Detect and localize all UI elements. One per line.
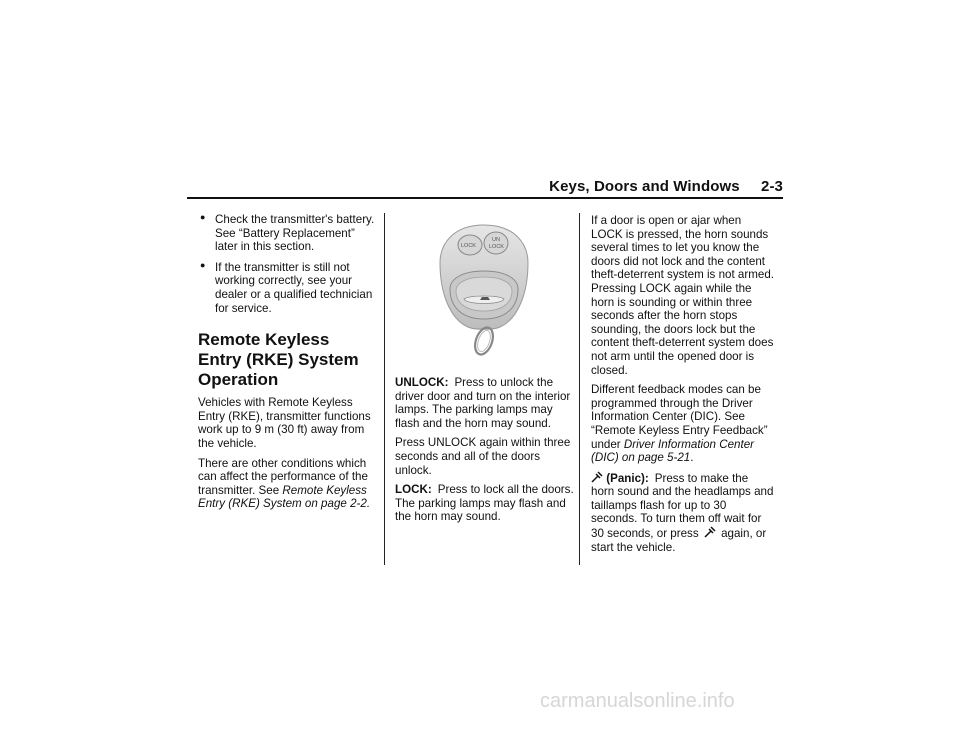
panic-horn-icon [704,526,716,538]
paragraph [591,471,774,555]
unlock-button-label-2: LOCK [489,244,504,250]
paragraph-text: Different feedback modes can be programmed through the Driver Information Center (DIC). See “Remote Keyless Entry Feedback” under [591,383,768,451]
paragraph: Press UNLOCK again within three seconds and all of the doors unlock. [395,436,571,477]
paragraph [395,376,575,430]
column-divider-1 [384,213,385,565]
cross-reference-link[interactable]: Remote Keyless Entry (RKE) System on page 2-2. [198,483,371,511]
unlock-button [484,232,508,254]
header-rule [187,197,783,199]
panic-horn-icon [591,471,603,483]
list-item [198,261,376,315]
lock-button-label: LOCK [461,243,476,249]
bullet-text: Check the transmitter's battery. See “Battery Replacement” later in this section. [215,213,375,254]
unlock-button-label: UN [492,237,500,243]
key-ring [472,325,497,357]
column-1 [198,213,376,517]
watermark: carmanualsonline.info [540,690,735,712]
page-header-title: Keys, Doors and Windows 2-3 [549,178,783,195]
key-fob-illustration [436,223,532,358]
list-item [198,213,376,254]
unlock-term: UNLOCK: [395,376,449,389]
bullet-icon: ● [200,259,206,270]
cross-reference-link[interactable]: Driver Information Center (DIC) on page 5-21 [591,437,755,465]
paragraph-end: . [690,451,694,465]
paragraph [395,483,575,524]
column-2 [395,376,575,530]
bullet-text: If the transmitter is still not working correctly, see your dealer or a qualified technician for service. [215,260,373,315]
paragraph-text: Press to lock all the doors. The parking lamps may flash and the horn may sound. [395,483,574,524]
lock-term: LOCK: [395,483,432,497]
section-heading: Remote Keyless Entry (RKE) System Operation [198,330,359,390]
column-divider-2 [579,213,580,565]
bullet-icon: ● [200,212,206,222]
key-ring-inner [475,329,493,353]
column-3 [591,214,774,560]
paragraph [591,383,774,465]
paragraph: Vehicles with Remote Keyless Entry (RKE), transmitter functions work up to 9 m (30 ft) away from the vehicle. [198,396,371,450]
paragraph-text: Press to make the horn sound and the headlamps and taillamps flash for up to 30 seconds. To turn them off wait for 30 seconds, or press [591,471,774,541]
paragraph-text: There are other conditions which can affect the performance of the transmitter. See [198,456,368,497]
paragraph-text: Press to unlock the driver door and turn on the interior lamps. The parking lamps may flash and the horn may sound. [395,376,571,430]
paragraph: If a door is open or ajar when LOCK is pressed, the horn sounds several times to let you know the doors did not lock and the content theft-deterrent system is not armed. Pressing LOCK again while the horn is sounding or within three seconds after the horn stops sounding, the doors lock but the content theft-deterrent system does not arm until the opened door is closed. [591,214,774,377]
panic-term: (Panic): [606,471,649,485]
paragraph [198,457,376,511]
fob-inner-panel [456,277,512,311]
paragraph-text: again, or start the vehicle. [591,527,767,554]
